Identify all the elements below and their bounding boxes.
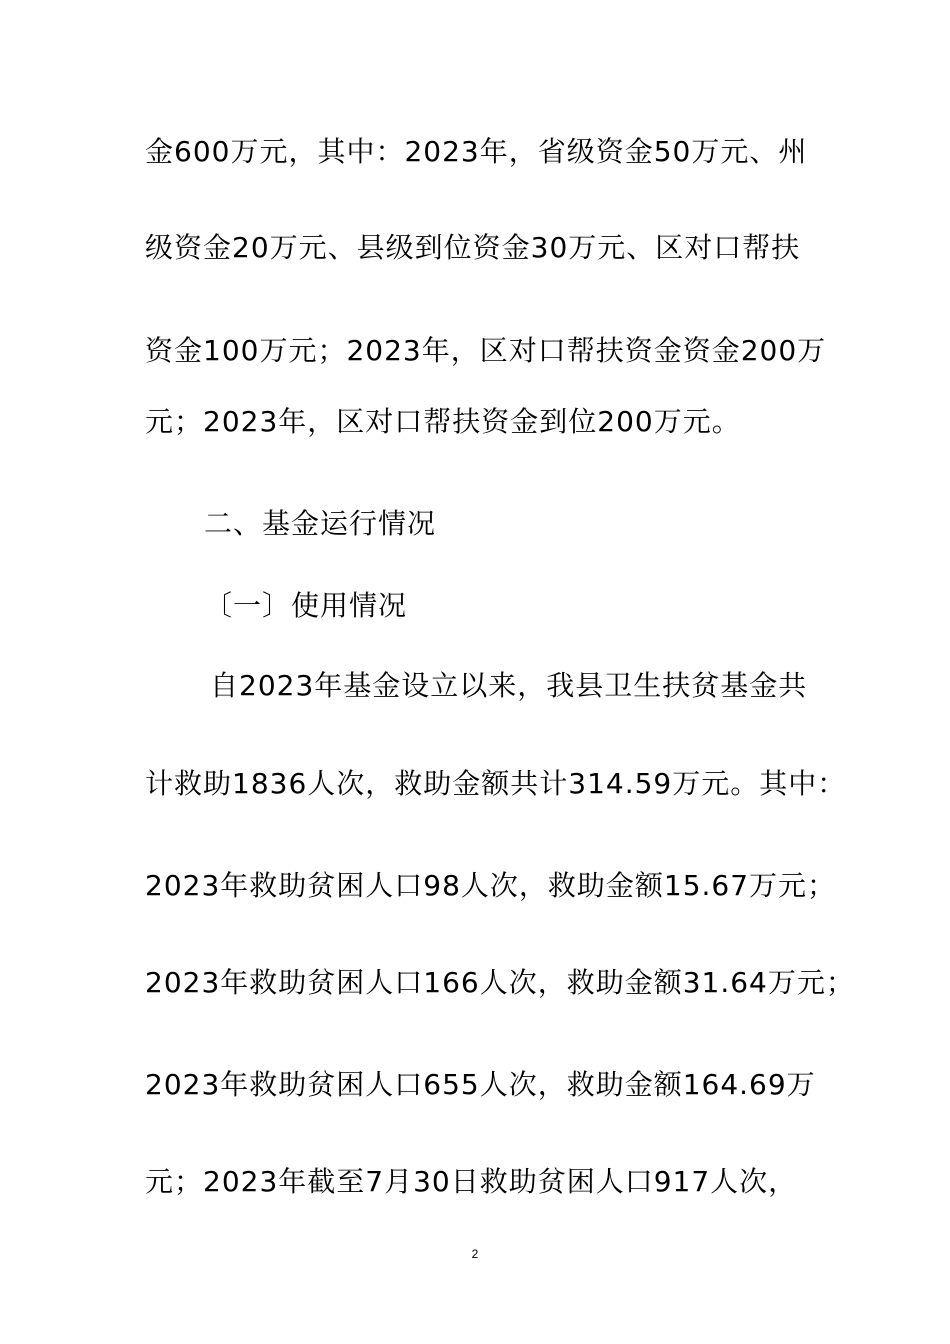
text-line: 金600万元，其中：2023年，省级资金50万元、州 [145,135,808,168]
text-line: 2023年救助贫困人口655人次，救助金额164.69万 [145,1068,816,1101]
text-line: 资金100万元；2023年，区对口帮扶资金资金200万 [145,334,827,367]
page-number: 2 [471,1247,479,1261]
text-line: 计救助1836人次，救助金额共计314.59万元。其中： [145,767,847,800]
section-heading: 二、基金运行情况 [204,507,437,540]
text-line: 元；2023年，区对口帮扶资金到位200万元。 [145,405,741,438]
text-line: 级资金20万元、县级到位资金30万元、区对口帮扶 [145,231,801,264]
text-line: 自2023年基金设立以来，我县卫生扶贫基金共 [210,669,808,702]
text-line: 元；2023年截至7月30日救助贫困人口917人次， [145,1165,798,1198]
text-line: 2023年救助贫困人口98人次，救助金额15.67万元； [145,869,837,902]
subsection-heading: 〔一〕使用情况 [204,589,408,622]
text-line: 2023年救助贫困人口166人次，救助金额31.64万元； [145,966,855,999]
